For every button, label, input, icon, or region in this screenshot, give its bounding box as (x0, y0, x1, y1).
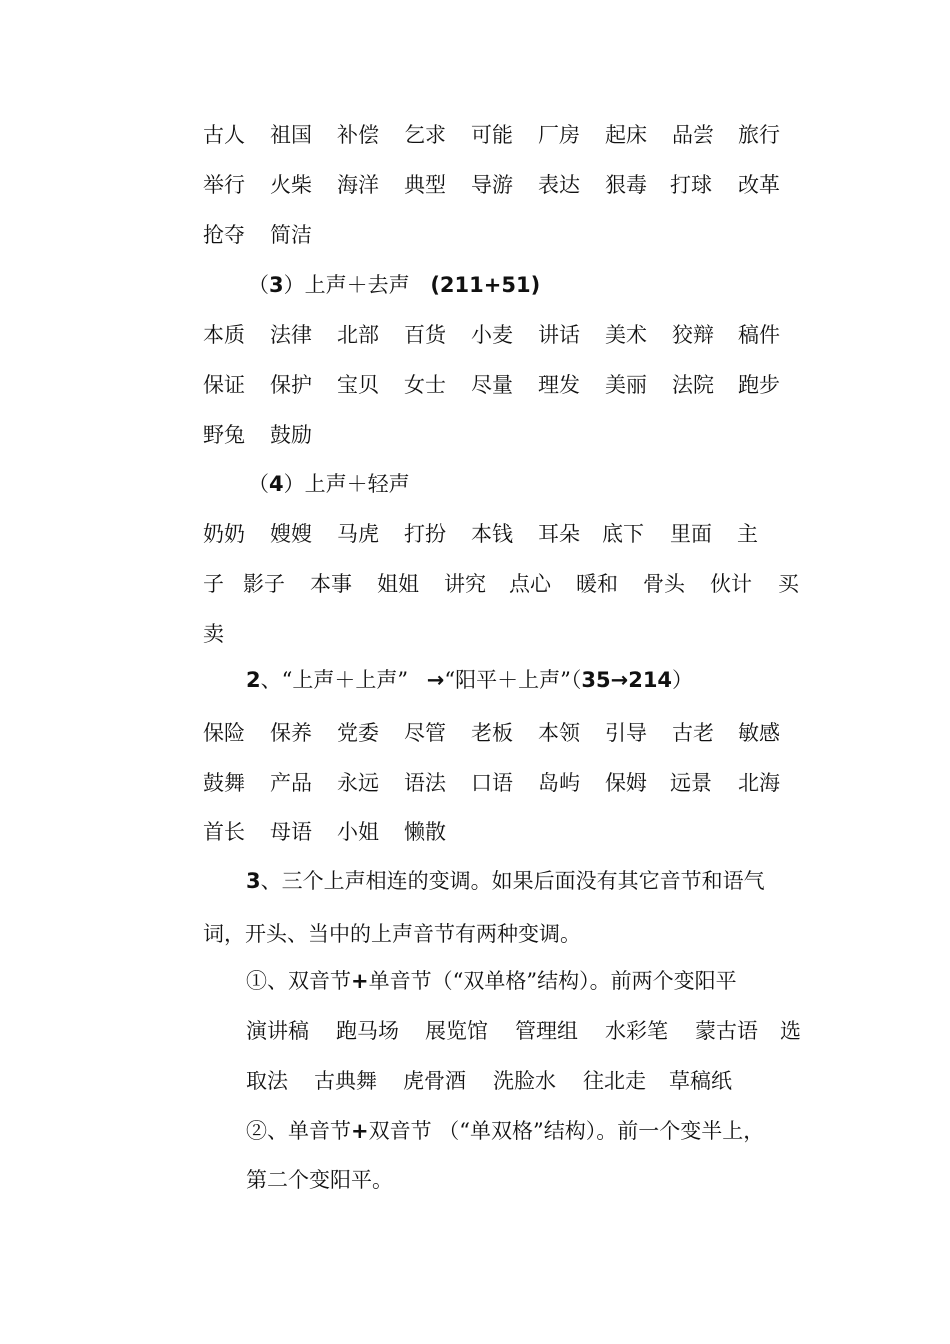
section-heading (248, 470, 410, 498)
word: 保护 (270, 373, 312, 397)
word: 岛屿 (538, 771, 580, 795)
word: 老板 (471, 721, 513, 745)
word: 展览馆 (425, 1019, 488, 1043)
word: 厂房 (538, 123, 580, 147)
word: 里面 (670, 522, 712, 546)
word: 尽量 (471, 373, 513, 397)
case-text: 单音节（“双单格”结构）。前两个变阳平 (368, 969, 737, 993)
paren-open: （ (570, 668, 582, 692)
rule-text: 、三个上声相连的变调。如果后面没有其它音节和语气 (260, 869, 765, 893)
word: 本领 (538, 721, 580, 745)
section-number: 4 (269, 472, 284, 496)
word: 往北走 (583, 1069, 646, 1093)
word: 党委 (337, 721, 379, 745)
word: 远景 (670, 771, 712, 795)
word: 讲究 (444, 572, 486, 596)
word: 可能 (471, 123, 513, 147)
word: 狡辩 (672, 323, 714, 347)
word: 骨头 (643, 572, 685, 596)
word: 举行 (203, 173, 245, 197)
word: 改革 (738, 173, 780, 197)
case-text-line (246, 1166, 393, 1194)
paren-close: ） (672, 668, 694, 692)
word: 跑步 (738, 373, 780, 397)
word: 品尝 (672, 123, 714, 147)
rule-separator: 、 (260, 668, 282, 692)
paren-close: ） (283, 472, 305, 496)
word: 水彩笔 (605, 1019, 668, 1043)
word: 狠毒 (605, 173, 647, 197)
word: 稿件 (738, 323, 780, 347)
word: 本质 (203, 323, 245, 347)
tone-code: 35→214 (581, 668, 673, 692)
rule-number: 3 (246, 869, 261, 893)
section-title: 上声＋去声 (304, 273, 410, 297)
case-text: ②、单音节 (246, 1119, 351, 1143)
word: 懒散 (404, 820, 446, 844)
word: 卖 (203, 622, 224, 646)
word: 暖和 (576, 572, 618, 596)
word: 永远 (337, 771, 379, 795)
case-text: 第二个变阳平。 (246, 1168, 393, 1192)
word: 起床 (605, 123, 647, 147)
word: 祖国 (270, 123, 312, 147)
word: 点心 (509, 572, 551, 596)
word: 影子 (243, 572, 285, 596)
word: 打球 (670, 173, 712, 197)
arrow-icon: → (426, 668, 445, 692)
word: 跑马场 (336, 1019, 399, 1043)
word: 古老 (672, 721, 714, 745)
word: 宝贝 (337, 373, 379, 397)
section-heading (248, 271, 540, 299)
rule-paragraph-line (246, 867, 765, 895)
plus-sign: + (351, 1119, 369, 1143)
word: 小麦 (471, 323, 513, 347)
word: 抢夺 (203, 223, 245, 247)
word: 小姐 (337, 820, 379, 844)
word: 洗脸水 (493, 1069, 556, 1093)
section-title: 上声＋轻声 (304, 472, 410, 496)
word: 尽管 (404, 721, 446, 745)
word: 保姆 (605, 771, 647, 795)
word: 旅行 (738, 123, 780, 147)
paren-open: （ (248, 273, 269, 297)
word: 鼓励 (270, 423, 312, 447)
word: 管理组 (515, 1019, 578, 1043)
word: 火柴 (270, 173, 312, 197)
word: 母语 (270, 820, 312, 844)
word: 本事 (310, 572, 352, 596)
word: 奶奶 (203, 522, 245, 546)
word: 蒙古语 (695, 1019, 758, 1043)
word: 野兔 (203, 423, 245, 447)
case-heading (246, 967, 737, 995)
paren-open: （ (248, 472, 269, 496)
word: 法律 (270, 323, 312, 347)
word: 买 (778, 572, 799, 596)
word: 马虎 (337, 522, 379, 546)
word: 简洁 (270, 223, 312, 247)
word: 姐姐 (377, 572, 419, 596)
word: 草稿纸 (669, 1069, 732, 1093)
word: 北部 (337, 323, 379, 347)
word: 子 (203, 572, 224, 596)
word: 美丽 (605, 373, 647, 397)
word: 海洋 (337, 173, 379, 197)
word: 美术 (605, 323, 647, 347)
word: 讲话 (538, 323, 580, 347)
section-number: 3 (269, 273, 284, 297)
word: 女士 (404, 373, 446, 397)
paren-close: ） (283, 273, 305, 297)
word: 乞求 (404, 123, 446, 147)
word: 本钱 (471, 522, 513, 546)
word: 底下 (602, 522, 644, 546)
word: 敏感 (738, 721, 780, 745)
rule-paragraph-line (203, 920, 581, 948)
word: 理发 (538, 373, 580, 397)
word: 引导 (605, 721, 647, 745)
word: 口语 (471, 771, 513, 795)
word: 耳朵 (538, 522, 580, 546)
tone-code: (211+51) (430, 273, 541, 297)
word: 伙计 (710, 572, 752, 596)
rule-number: 2 (246, 668, 261, 692)
case-heading (246, 1117, 764, 1145)
word: 产品 (270, 771, 312, 795)
word: 法院 (672, 373, 714, 397)
word: 古典舞 (314, 1069, 377, 1093)
rule-text: “阳平＋上声” (444, 668, 571, 692)
word: 保险 (203, 721, 245, 745)
word: 保证 (203, 373, 245, 397)
word: 取法 (246, 1069, 288, 1093)
word: 鼓舞 (203, 771, 245, 795)
word: 北海 (738, 771, 780, 795)
word: 选 (780, 1019, 801, 1043)
word: 典型 (404, 173, 446, 197)
case-text: 双音节 （“单双格”结构）。前一个变半上， (368, 1119, 765, 1143)
word: 导游 (471, 173, 513, 197)
plus-sign: + (351, 969, 369, 993)
word: 嫂嫂 (270, 522, 312, 546)
word: 主 (737, 522, 758, 546)
word: 首长 (203, 820, 245, 844)
word: 表达 (538, 173, 580, 197)
word: 语法 (404, 771, 446, 795)
rule-text: 词，开头、当中的上声音节有两种变调。 (203, 922, 581, 946)
rule-text: “上声＋上声” (281, 668, 409, 692)
case-text: ①、双音节 (246, 969, 351, 993)
word: 虎骨酒 (403, 1069, 466, 1093)
rule-heading (246, 666, 693, 694)
word: 保养 (270, 721, 312, 745)
word: 补偿 (337, 123, 379, 147)
word: 打扮 (404, 522, 446, 546)
word: 演讲稿 (246, 1019, 309, 1043)
word: 百货 (404, 323, 446, 347)
word: 古人 (203, 123, 245, 147)
